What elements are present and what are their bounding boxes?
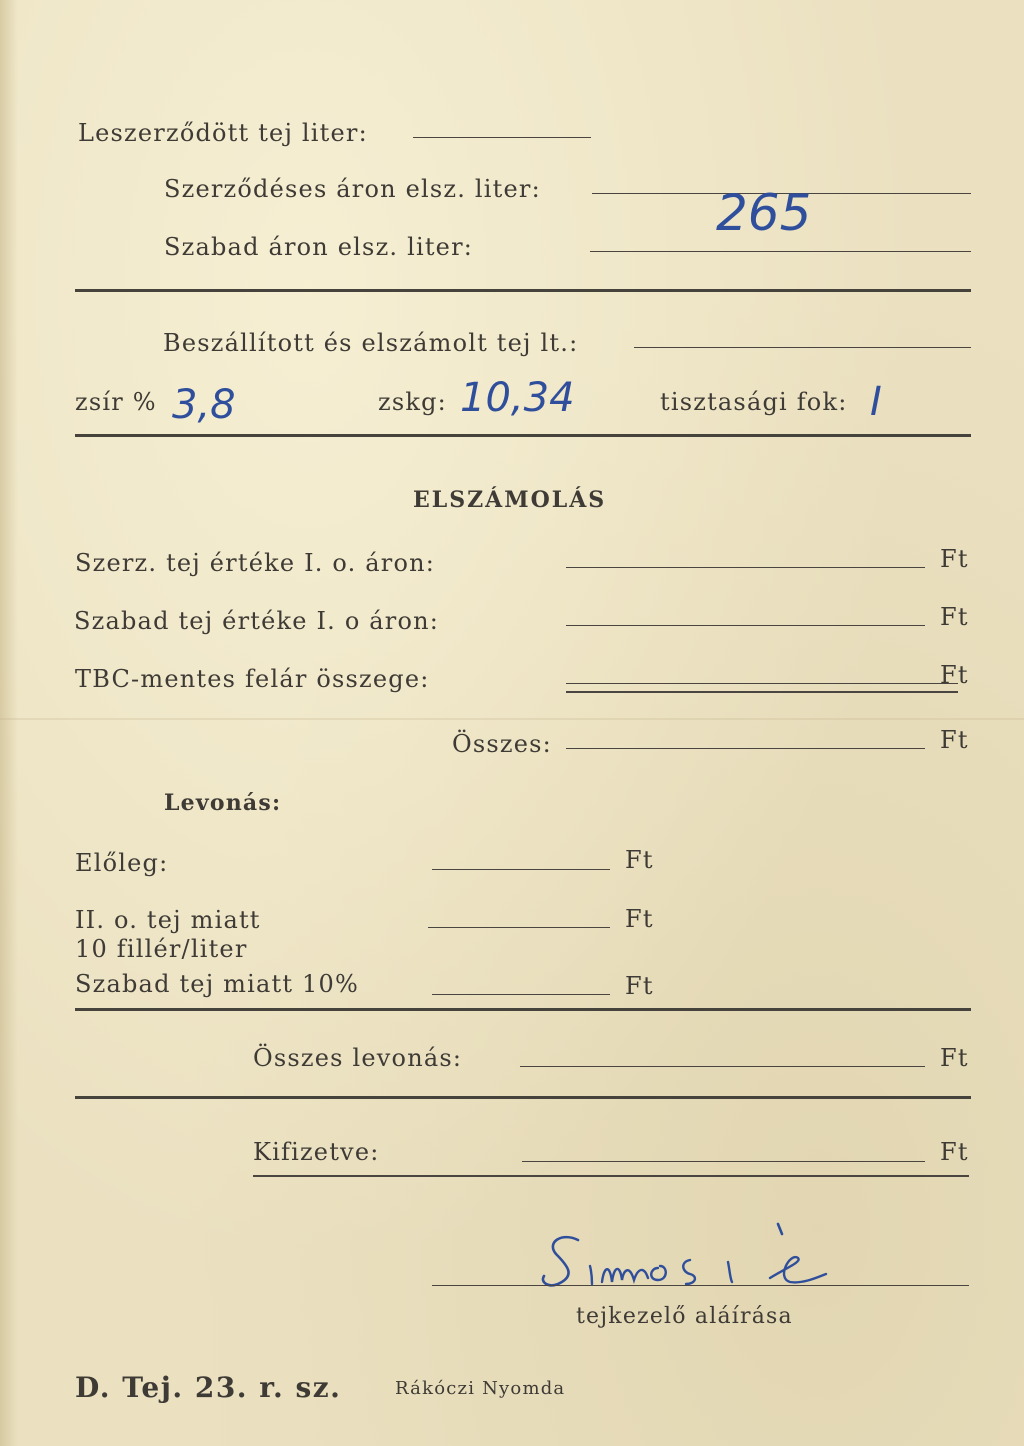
currency-unit: Ft xyxy=(625,972,654,1000)
solids-label: zskg: xyxy=(378,388,447,416)
currency-unit: Ft xyxy=(625,905,654,933)
free-price-label: Szabad áron elsz. liter: xyxy=(164,233,474,261)
payout-field[interactable] xyxy=(522,1161,925,1162)
currency-unit: Ft xyxy=(940,1044,969,1072)
signature xyxy=(540,1222,840,1301)
free-milk-deduction-label: Szabad tej miatt 10% xyxy=(75,970,359,998)
payout-rule xyxy=(253,1175,969,1177)
advance-label: Előleg: xyxy=(75,849,169,877)
settlement-total-field[interactable] xyxy=(566,748,925,749)
section-rule xyxy=(75,1096,971,1099)
fat-value-handwritten: 3,8 xyxy=(172,382,236,428)
paper-fold xyxy=(0,718,1024,720)
contracted-milk-label: Leszerződött tej liter: xyxy=(78,119,368,147)
settlement-row-label: Szabad tej értéke I. o áron: xyxy=(74,607,440,635)
currency-unit: Ft xyxy=(940,1138,969,1166)
fat-label: zsír % xyxy=(75,388,157,416)
currency-unit: Ft xyxy=(940,726,969,754)
currency-unit: Ft xyxy=(625,846,654,874)
settlement-row-field[interactable] xyxy=(566,567,925,568)
settlement-subtotal-rule xyxy=(566,691,958,693)
form-code: D. Tej. 23. r. sz. xyxy=(75,1371,342,1404)
payout-label: Kifizetve: xyxy=(253,1138,380,1166)
solids-value-handwritten: 10,34 xyxy=(460,375,575,421)
signature-caption: tejkezelő aláírása xyxy=(576,1304,793,1329)
free-price-field[interactable] xyxy=(590,251,971,252)
deductions-total-field[interactable] xyxy=(520,1066,925,1067)
paper-edge xyxy=(0,0,18,1446)
delivered-milk-field[interactable] xyxy=(634,347,971,348)
settlement-total-label: Összes: xyxy=(452,730,552,758)
section-rule xyxy=(75,289,971,292)
contract-price-label: Szerződéses áron elsz. liter: xyxy=(164,175,541,203)
second-class-label: II. o. tej miatt xyxy=(75,906,261,934)
deductions-total-label: Összes levonás: xyxy=(253,1044,463,1072)
delivered-milk-label: Beszállított és elszámolt tej lt.: xyxy=(163,329,579,357)
currency-unit: Ft xyxy=(940,545,969,573)
settlement-row-field[interactable] xyxy=(566,625,925,626)
printer-name: Rákóczi Nyomda xyxy=(395,1378,566,1399)
second-class-field[interactable] xyxy=(428,927,610,928)
section-rule xyxy=(75,434,971,437)
signature-line[interactable] xyxy=(432,1285,969,1286)
free-milk-deduction-field[interactable] xyxy=(432,994,610,995)
contract-price-handwritten: 265 xyxy=(716,184,812,242)
settlement-row-field[interactable] xyxy=(566,683,958,684)
settlement-row-label: TBC-mentes felár összege: xyxy=(75,665,430,693)
advance-field[interactable] xyxy=(432,869,610,870)
contracted-milk-field[interactable] xyxy=(413,137,591,138)
settlement-row-label: Szerz. tej értéke I. o. áron: xyxy=(75,549,436,577)
settlement-heading: ELSZÁMOLÁS xyxy=(413,487,607,513)
purity-label: tisztasági fok: xyxy=(660,388,848,416)
currency-unit: Ft xyxy=(940,661,969,689)
currency-unit: Ft xyxy=(940,603,969,631)
section-rule xyxy=(75,1008,971,1011)
second-class-rate-label: 10 fillér/liter xyxy=(75,935,248,963)
deductions-heading: Levonás: xyxy=(164,790,282,816)
purity-value-handwritten: I xyxy=(870,379,882,425)
